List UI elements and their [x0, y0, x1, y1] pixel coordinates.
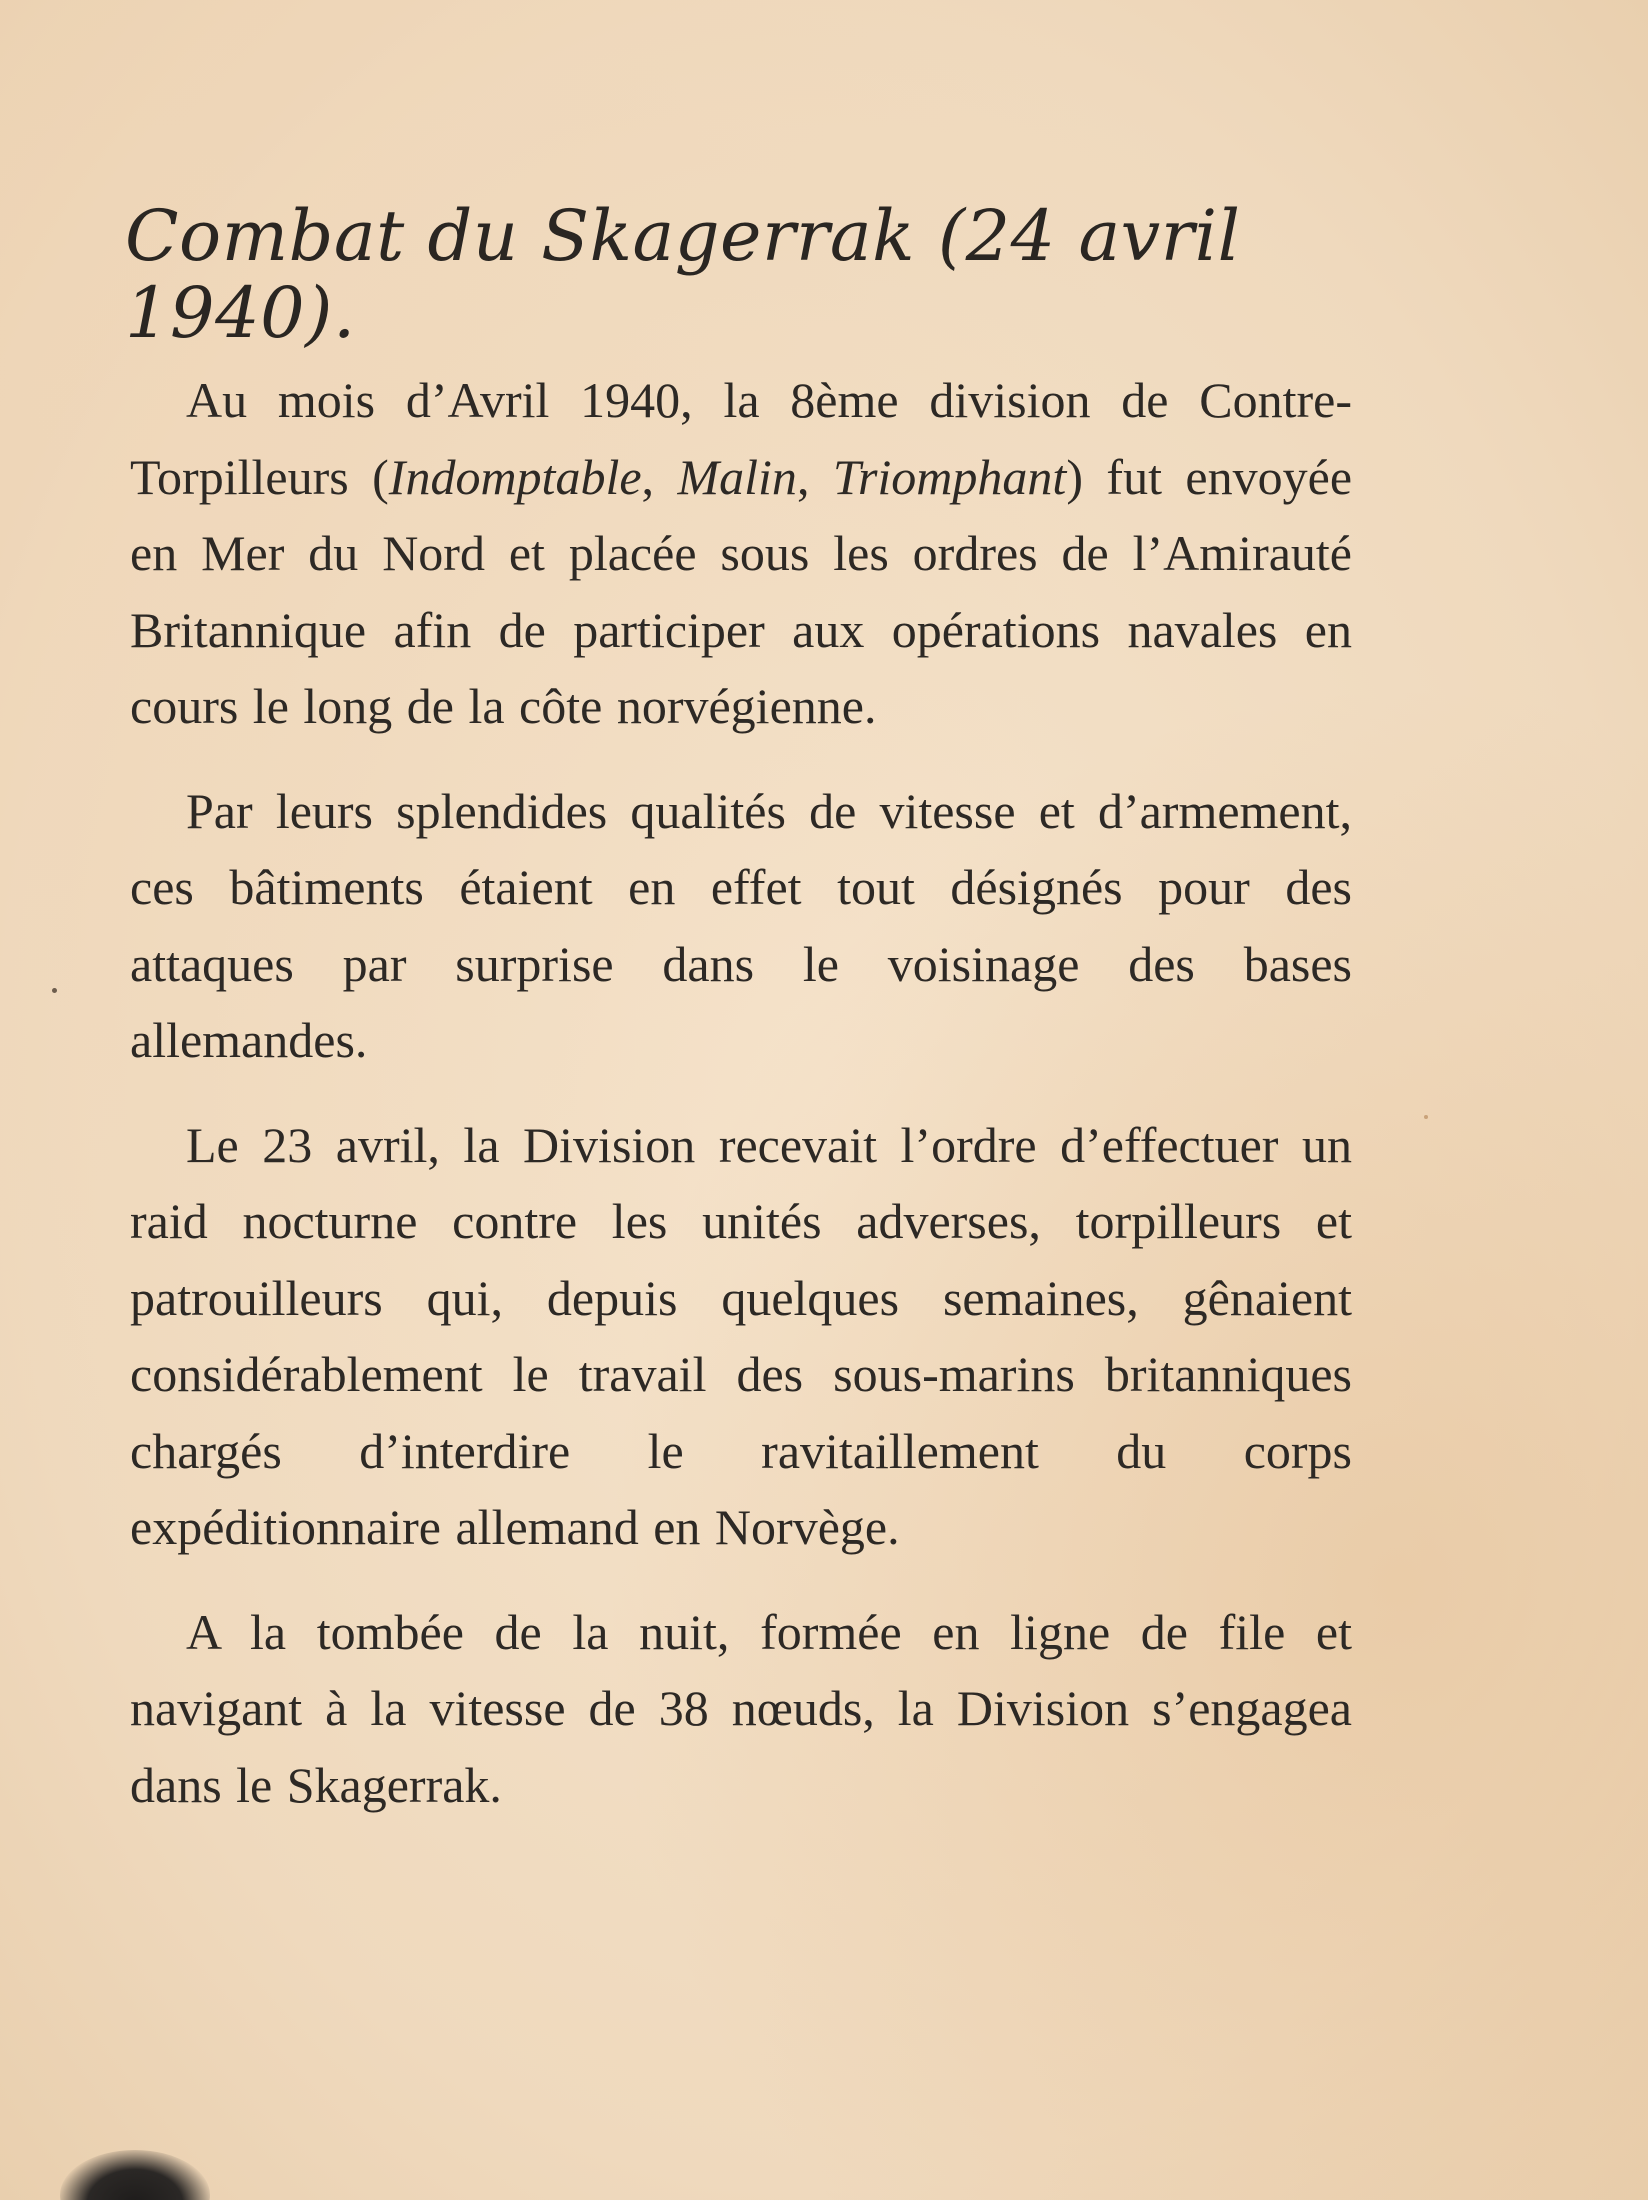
separator-1: , — [641, 448, 678, 505]
separator-2: , — [796, 448, 833, 505]
ship-name-malin: Malin — [677, 448, 797, 505]
paper-speck — [1424, 1115, 1428, 1119]
ship-name-indomptable: Indomptable — [388, 448, 642, 505]
ship-name-triomphant: Triomphant — [832, 448, 1067, 505]
ink-stain — [60, 2150, 210, 2200]
paragraph-1 — [130, 362, 1352, 745]
paragraph-4: A la tombée de la nuit, formée en ligne de file et navigant à la vitesse de 38 nœuds, la Division s’engagea dans le Skagerrak. — [130, 1603, 1352, 1813]
paragraph-3: Le 23 avril, la Division recevait l’ordre d’effectuer un raid nocturne contre les unités adverses, torpilleurs et patrouilleurs qui, depuis quelques semaines, gênaient considérablement le travail des sous-marins britanniques chargés d’interdire le ravitaillement du corps expéditionnaire allemand en Norvège. — [130, 1116, 1352, 1555]
paragraph-1-text-b: ) fut envoyée en Mer du Nord et placée sous les ordres de l’Amirauté Britannique afin de participer aux opérations navales en cours le long de la côte norvégienne. — [130, 448, 1353, 734]
paragraph-2: Par leurs splendides qualités de vitesse et d’armement, ces bâtiments étaient en effet tout désignés pour des attaques par surprise dans le voisinage des bases allemandes. — [130, 782, 1352, 1068]
body-text — [130, 362, 1352, 1851]
page-title: Combat du Skagerrak (24 avril 1940). — [125, 195, 1241, 354]
paragraph-1-text-a: Au mois d’Avril 1940, la 8ème division de Contre-Torpilleurs ( — [130, 372, 1352, 505]
paper-speck — [52, 988, 57, 993]
